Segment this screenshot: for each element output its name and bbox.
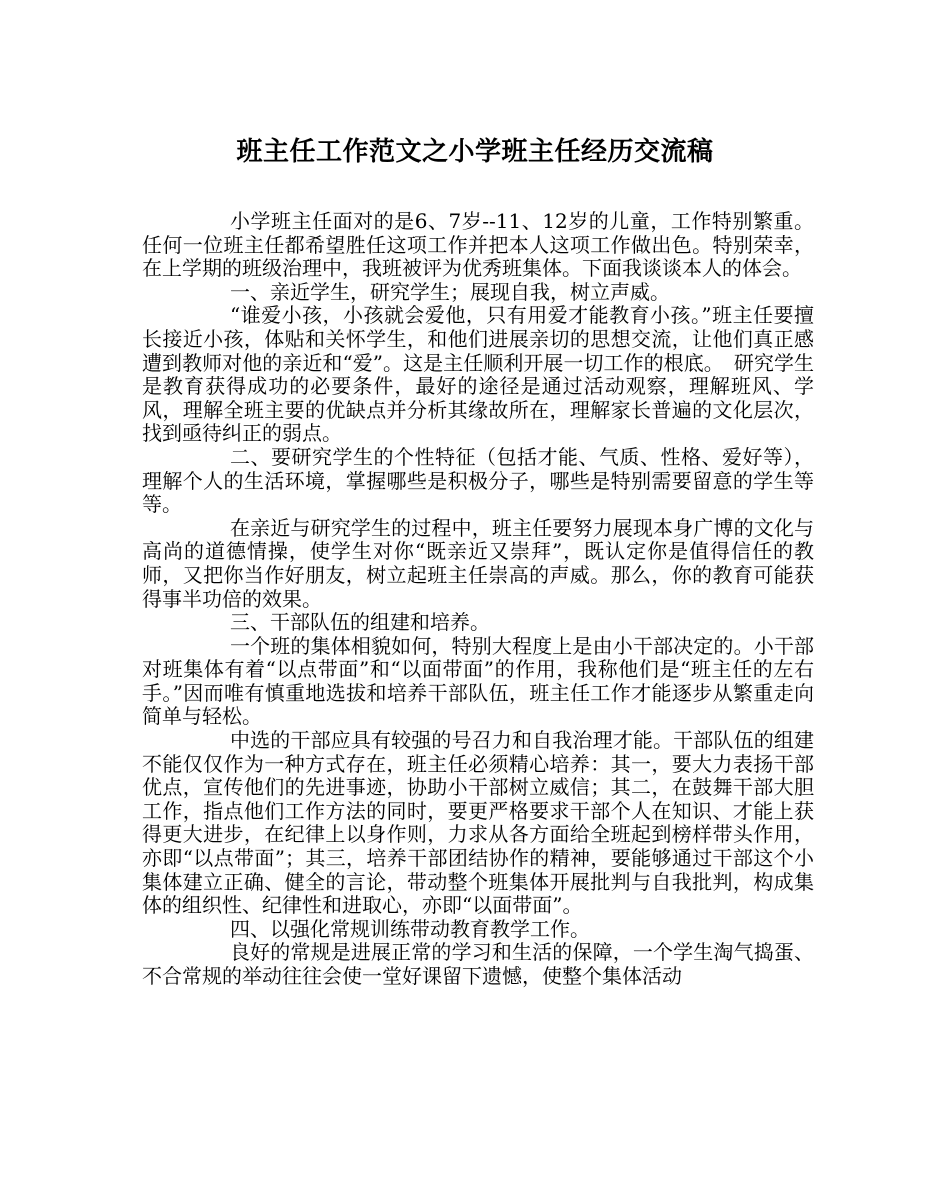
section-heading: 一、亲近学生，研究学生；展现自我，树立声威。 <box>230 279 670 304</box>
paragraph: “谁爱小孩，小孩就会爱他，只有用爱才能教育小孩。”班主任要擅长接近小孩，体贴和关怀学生，和他们进展亲切的思想交流，让他们真正感遭到教师对他的亲近和“爱”。这是主任顺利开展一切工作的根底。 研究学生是教育获得成功的必要条件，最好的途径是通过活动观察，理解班风、学风，理解全班主要的优缺点并分析其缘故所在，理解家长普遍的文化层次，找到亟待纠正的弱点。 <box>142 303 814 446</box>
paragraph: 良好的常规是进展正常的学习和生活的保障，一个学生淘气捣蛋、不合常规的举动往往会使一堂好课留下遗憾，使整个集体活动 <box>142 940 814 988</box>
document-title: 班主任工作范文之小学班主任经历交流稿 <box>236 137 714 167</box>
paragraph: 在亲近与研究学生的过程中，班主任要努力展现本身广博的文化与高尚的道德情操，使学生对你“既亲近又崇拜”，既认定你是值得信任的教师，又把你当作好朋友，树立起班主任崇高的声威。那么，你的教育可能获得事半功倍的效果。 <box>142 515 814 611</box>
paragraph: 小学班主任面对的是6、7岁--11、12岁的儿童，工作特别繁重。任何一位班主任都希望胜任这项工作并把本人这项工作做出色。特别荣幸，在上学期的班级治理中，我班被评为优秀班集体。下面我谈谈本人的体会。 <box>142 209 814 281</box>
section-heading: 四、以强化常规训练带动教育教学工作。 <box>230 916 590 941</box>
document-body <box>142 210 814 989</box>
section-heading: 三、干部队伍的组建和培养。 <box>230 610 490 635</box>
section-heading: 二、要研究学生的个性特征（包括才能、气质、性格、爱好等），理解个人的生活环境，掌握哪些是积极分子，哪些是特别需要留意的学生等等。 <box>142 444 814 517</box>
paragraph: 中选的干部应具有较强的号召力和自我治理才能。干部队伍的组建不能仅仅作为一种方式存在，班主任必须精心培养：其一，要大力表扬干部优点，宣传他们的先进事迹，协助小干部树立威信；其二，在鼓舞干部大胆工作，指点他们工作方法的同时，要更严格要求干部个人在知识、才能上获得更大进步，在纪律上以身作则，力求从各方面给全班起到榜样带头作用，亦即“以点带面”；其三，培养干部团结协作的精神，要能够通过干部这个小集体建立正确、健全的言论，带动整个班集体开展批判与自我批判，构成集体的组织性、纪律性和进取心，亦即“以面带面”。 <box>142 728 814 918</box>
paragraph: 一个班的集体相貌如何，特别大程度上是由小干部决定的。小干部对班集体有着“以点带面”和“以面带面”的作用，我称他们是“班主任的左右手。”因而唯有慎重地选拔和培养干部队伍，班主任工作才能逐步从繁重走向简单与轻松。 <box>142 633 814 729</box>
